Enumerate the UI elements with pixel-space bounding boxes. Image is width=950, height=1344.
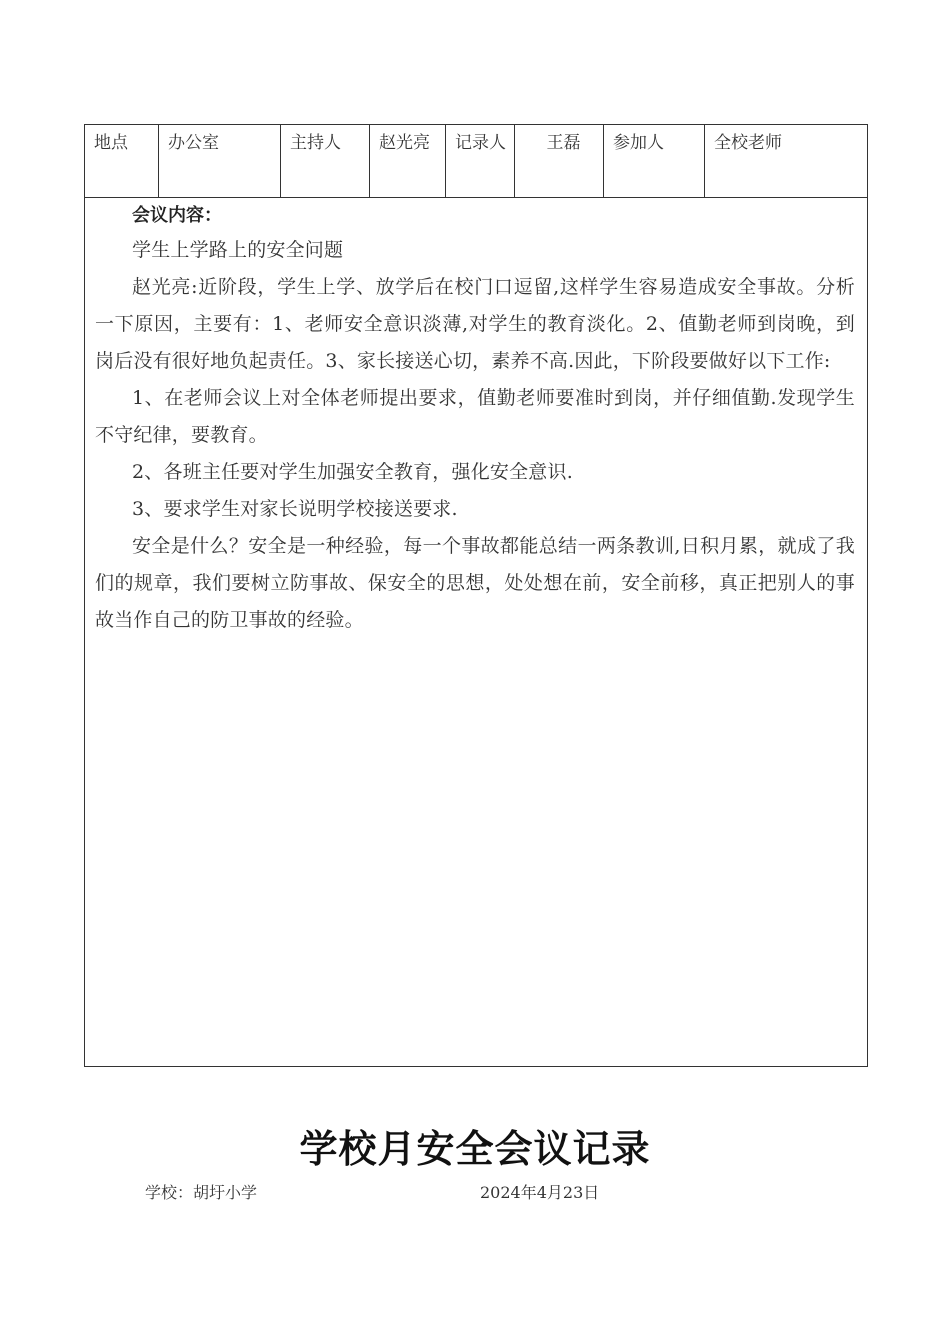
host-label: 主持人	[281, 125, 370, 198]
meeting-content-cell	[85, 198, 868, 1067]
meeting-date: 2024年4月23日	[480, 1183, 600, 1202]
content-paragraph: 赵光亮:近阶段，学生上学、放学后在校门口逗留,这样学生容易造成安全事故。分析一下原因，主要有：1、老师安全意识淡薄,对学生的教育淡化。2、值勤老师到岗晚，到岗后没有很好地负起责任。3、家长接送心切，素养不高.因此，下阶段要做好以下工作:	[95, 276, 855, 372]
meeting-content-row	[85, 198, 868, 1067]
content-paragraph: 学生上学路上的安全问题	[132, 239, 344, 261]
content-paragraph: 1、在老师会议上对全体老师提出要求，值勤老师要准时到岗，并仔细值勤.发现学生不守纪律，要教育。	[95, 387, 855, 446]
participants-label: 参加人	[604, 125, 705, 198]
content-heading: 会议内容：	[132, 205, 222, 226]
participants-value: 全校老师	[705, 125, 868, 198]
location-label: 地点	[85, 125, 159, 198]
location-value: 办公室	[159, 125, 281, 198]
meeting-record-table	[84, 124, 868, 1067]
meeting-info-row	[85, 125, 868, 198]
content-paragraph: 安全是什么？安全是一种经验，每一个事故都能总结一两条教训,日积月累，就成了我们的规章，我们要树立防事故、保安全的思想，处处想在前，安全前移，真正把别人的事故当作自己的防卫事故的经验。	[95, 535, 855, 631]
content-paragraph: 2、各班主任要对学生加强安全教育，强化安全意识.	[132, 461, 573, 483]
recorder-label: 记录人	[446, 125, 515, 198]
school-name: 学校：胡圩小学	[145, 1183, 258, 1202]
content-paragraph: 3、要求学生对家长说明学校接送要求.	[132, 498, 458, 520]
document-title: 学校月安全会议记录	[299, 1127, 651, 1171]
recorder-value: 王磊	[515, 125, 604, 198]
host-value: 赵光亮	[370, 125, 446, 198]
